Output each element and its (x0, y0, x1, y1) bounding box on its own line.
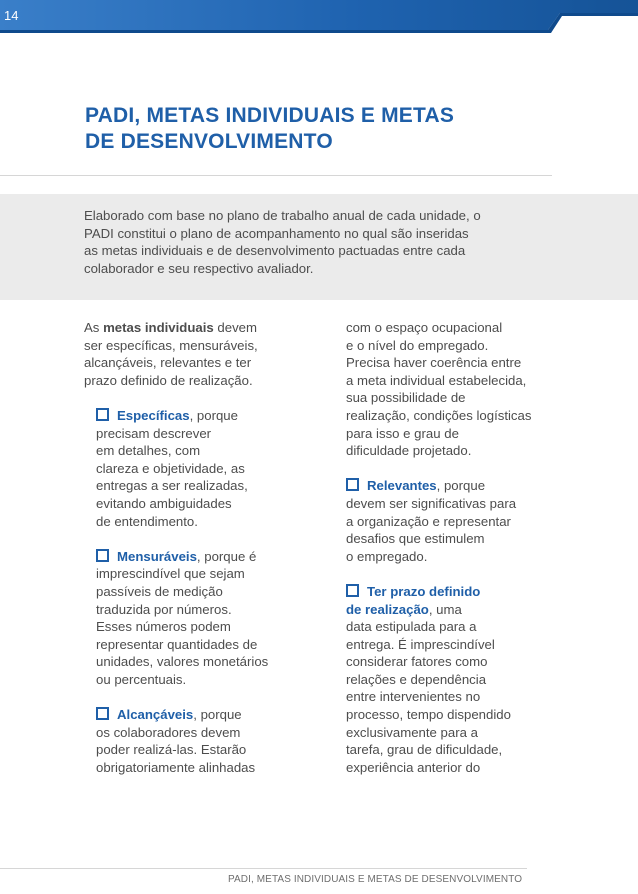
text-line: entrega. É imprescindível (346, 636, 495, 652)
bullet-prazo-definido (346, 583, 560, 777)
title-divider (0, 175, 552, 176)
text-line: sua possibilidade de (346, 390, 466, 406)
text-line: para isso e grau de (346, 425, 459, 441)
bullet-especificas (84, 407, 296, 530)
checkbox-bullet-icon (346, 584, 359, 597)
text-line: processo, tempo dispendido (346, 707, 511, 723)
text-span: , porque (193, 707, 242, 723)
text-line: Precisa haver coerência entre (346, 355, 522, 371)
text-line: alcançáveis, relevantes e ter (84, 355, 252, 371)
text-line: de entendimento. (96, 513, 198, 529)
metas-individuais-term: metas individuais (103, 320, 214, 335)
text-line: ser específicas, mensuráveis, (84, 337, 258, 353)
text-line: unidades, valores monetários (96, 654, 269, 670)
text-span: , porque é (196, 548, 257, 564)
text-line: o empregado. (346, 548, 428, 564)
intro-line: colaborador e seu respectivo avaliador. (84, 260, 314, 276)
text-line: evitando ambiguidades (96, 495, 232, 511)
metas-intro-paragraph (84, 319, 296, 389)
checkbox-bullet-icon (96, 408, 109, 421)
bullet-term: Específicas (117, 407, 190, 423)
text-line: e o nível do empregado. (346, 337, 489, 353)
text-line: a meta individual estabelecida, (346, 372, 527, 388)
checkbox-bullet-icon (96, 707, 109, 720)
intro-text (84, 207, 554, 277)
text-line: precisam descrever (96, 425, 212, 441)
text-line: relações e dependência (346, 671, 487, 687)
alcancaveis-continuation (346, 319, 560, 460)
text-line: considerar fatores como (346, 654, 488, 670)
bullet-term: Mensuráveis (117, 548, 197, 564)
text-line (346, 601, 560, 619)
text-line (96, 706, 296, 724)
bullet-term: Relevantes (367, 478, 437, 494)
text-line: desafios que estimulem (346, 531, 485, 547)
intro-line: PADI constitui o plano de acompanhamento no qual são inseridas (84, 225, 469, 241)
text-line: obrigatoriamente alinhadas (96, 759, 256, 775)
intro-line: as metas individuais e de desenvolvimento pactuadas entre cada (84, 243, 466, 259)
text-line: entregas a ser realizadas, (96, 478, 248, 494)
text-line: imprescindível que sejam (96, 566, 245, 582)
text-line (346, 583, 560, 601)
page-title (85, 103, 555, 155)
text-line: representar quantidades de (96, 636, 258, 652)
text-line (96, 548, 296, 566)
text-line: clareza e objetividade, as (96, 460, 245, 476)
text-line: tarefa, grau de dificuldade, (346, 742, 503, 758)
text-line: dificuldade projetado. (346, 443, 472, 459)
bullet-term: Ter prazo definido (367, 583, 481, 599)
header-band (0, 0, 638, 36)
text-line: experiência anterior do (346, 759, 481, 775)
page-number: 14 (4, 8, 19, 23)
text-line: poder realizá-las. Estarão (96, 742, 247, 758)
bullet-term: Alcançáveis (117, 707, 194, 723)
text-line: exclusivamente para a (346, 724, 478, 740)
text-line: passíveis de medição (96, 583, 223, 599)
text-line: em detalhes, com (96, 443, 201, 459)
text-line: ou percentuais. (96, 671, 187, 687)
text-span: devem (213, 320, 257, 335)
bullet-relevantes (346, 477, 560, 565)
text-line: Esses números podem (96, 619, 231, 635)
text-line: data estipulada para a (346, 619, 477, 635)
running-footer: PADI, METAS INDIVIDUAIS E METAS DE DESENVOLVIMENTO (228, 874, 523, 885)
text-line: com o espaço ocupacional (346, 320, 503, 335)
text-line: os colaboradores devem (96, 724, 241, 740)
bullet-term: de realização (346, 601, 429, 617)
text-line: prazo definido de realização. (84, 372, 253, 388)
left-column (84, 319, 296, 776)
text-span: , porque (436, 478, 486, 494)
checkbox-bullet-icon (96, 549, 109, 562)
text-span: , porque (189, 407, 238, 423)
text-span: As (84, 320, 104, 335)
text-line: devem ser significativas para (346, 495, 517, 511)
text-line (346, 477, 560, 495)
right-column (346, 319, 560, 776)
intro-line: Elaborado com base no plano de trabalho anual de cada unidade, o (84, 208, 481, 223)
checkbox-bullet-icon (346, 478, 359, 491)
text-line (96, 407, 296, 425)
bullet-mensuraveis (84, 548, 296, 689)
text-line: a organização e representar (346, 513, 511, 529)
text-line: traduzida por números. (96, 601, 232, 617)
footer-divider (0, 868, 527, 869)
text-line: realização, condições logísticas (346, 407, 532, 423)
text-line: entre intervenientes no (346, 689, 481, 705)
intro-box (0, 194, 638, 300)
text-line (84, 319, 296, 337)
text-span: , uma (428, 601, 462, 617)
title-line-1: PADI, METAS INDIVIDUAIS E METAS (85, 104, 455, 127)
bullet-alcancaveis (84, 706, 296, 776)
title-line-2: DE DESENVOLVIMENTO (85, 130, 333, 153)
